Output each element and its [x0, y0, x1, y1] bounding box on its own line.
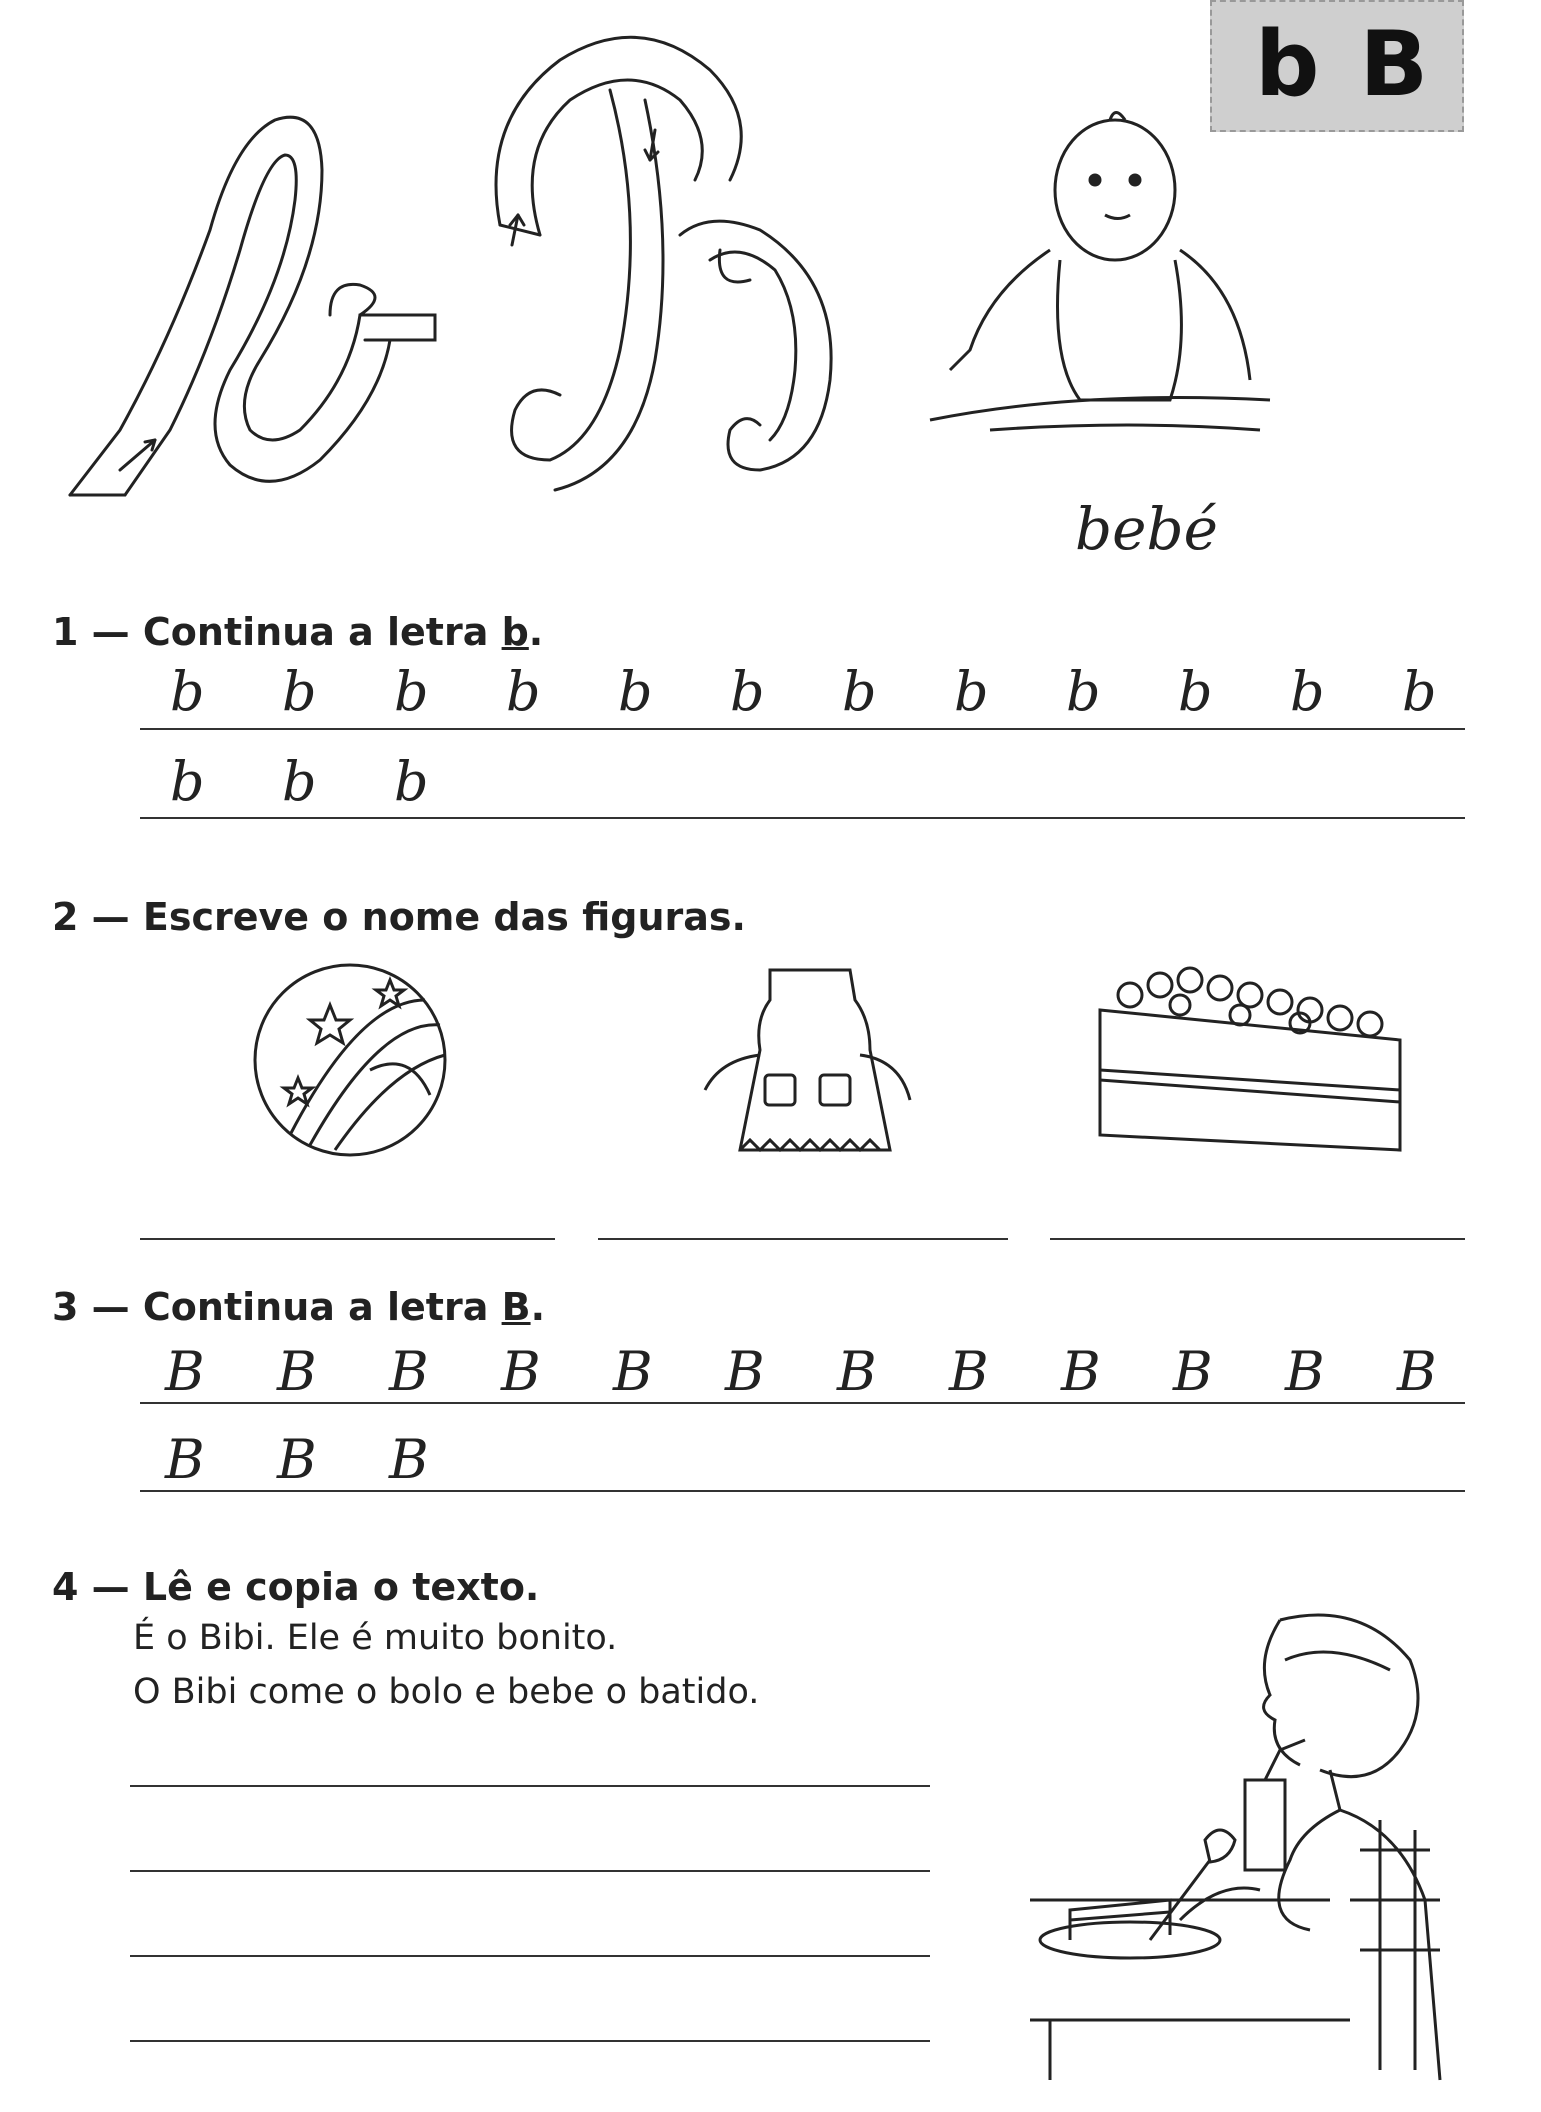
trace-letter-uppercase: B	[1397, 1340, 1437, 1403]
corner-upper-letter: B	[1359, 12, 1469, 117]
trace-letter-lowercase: b	[1178, 660, 1213, 723]
trace-letter-uppercase: B	[389, 1428, 429, 1491]
trace-row-uppercase-1	[165, 1340, 1509, 1403]
writing-line[interactable]	[140, 728, 1465, 730]
corner-lower-letter: b	[1255, 12, 1360, 117]
answer-line-cake[interactable]	[1050, 1238, 1465, 1240]
exercise-3-letter: B	[501, 1285, 531, 1329]
trace-row-lowercase-2	[170, 750, 506, 813]
trace-letter-lowercase: b	[730, 660, 765, 723]
trace-row-uppercase-2	[165, 1428, 501, 1491]
copy-line[interactable]	[130, 1785, 930, 1787]
reading-line-2: O Bibi come o bolo e bebe o batido.	[133, 1672, 760, 1712]
boy-eating-icon	[1030, 1600, 1450, 2080]
copy-line[interactable]	[130, 1870, 930, 1872]
trace-letter-lowercase: b	[394, 660, 429, 723]
exercise-4-dash: —	[78, 1565, 143, 1609]
exercise-3-heading	[52, 1285, 545, 1329]
illustration-word: bebé	[1075, 495, 1218, 563]
cake-icon	[1090, 960, 1410, 1160]
writing-line[interactable]	[140, 1402, 1465, 1404]
writing-line[interactable]	[140, 1490, 1465, 1492]
exercise-3-text: Continua a letra	[142, 1285, 502, 1329]
trace-letter-lowercase: b	[282, 660, 317, 723]
trace-letter-lowercase: b	[170, 750, 205, 813]
writing-line[interactable]	[140, 817, 1465, 819]
exercise-1-period: .	[528, 610, 544, 654]
corner-letters	[1255, 12, 1468, 117]
exercise-1-text: Continua a letra	[142, 610, 502, 654]
cursive-b-tracing-icon	[60, 100, 480, 530]
trace-letter-lowercase: b	[1066, 660, 1101, 723]
trace-letter-uppercase: B	[1061, 1340, 1101, 1403]
trace-letter-uppercase: B	[501, 1340, 541, 1403]
exercise-4-number: 4	[52, 1565, 79, 1609]
cursive-B-tracing-icon	[470, 20, 890, 480]
exercise-1-letter: b	[501, 610, 529, 654]
trace-letter-uppercase: B	[165, 1340, 205, 1403]
trace-letter-uppercase: B	[1173, 1340, 1213, 1403]
trace-letter-lowercase: b	[170, 660, 205, 723]
baby-icon	[930, 100, 1270, 450]
trace-letter-uppercase: B	[1285, 1340, 1325, 1403]
trace-letter-uppercase: B	[613, 1340, 653, 1403]
exercise-1-number: 1	[52, 610, 79, 654]
exercise-4-heading	[52, 1565, 539, 1609]
apron-icon	[700, 960, 920, 1160]
trace-letter-lowercase: b	[282, 750, 317, 813]
trace-letter-lowercase: b	[1402, 660, 1437, 723]
reading-line-1: É o Bibi. Ele é muito bonito.	[133, 1618, 618, 1658]
ball-icon	[250, 960, 450, 1160]
trace-letter-uppercase: B	[277, 1340, 317, 1403]
exercise-2-heading	[52, 895, 746, 939]
exercise-1-dash: —	[78, 610, 143, 654]
exercise-3-dash: —	[78, 1285, 143, 1329]
exercise-3-period: .	[530, 1285, 545, 1329]
exercise-3-number: 3	[52, 1285, 79, 1329]
exercise-2-dash: —	[78, 895, 143, 939]
trace-letter-uppercase: B	[725, 1340, 765, 1403]
answer-line-apron[interactable]	[598, 1238, 1008, 1240]
trace-letter-uppercase: B	[165, 1428, 205, 1491]
trace-letter-lowercase: b	[506, 660, 541, 723]
trace-letter-lowercase: b	[954, 660, 989, 723]
trace-row-lowercase-1	[170, 660, 1514, 723]
trace-letter-uppercase: B	[837, 1340, 877, 1403]
copy-line[interactable]	[130, 2040, 930, 2042]
trace-letter-uppercase: B	[949, 1340, 989, 1403]
exercise-2-text: Escreve o nome das figuras.	[142, 895, 746, 939]
exercise-2-number: 2	[52, 895, 79, 939]
trace-letter-lowercase: b	[394, 750, 429, 813]
copy-line[interactable]	[130, 1955, 930, 1957]
trace-letter-lowercase: b	[618, 660, 653, 723]
trace-letter-lowercase: b	[842, 660, 877, 723]
exercise-4-text: Lê e copia o texto.	[142, 1565, 540, 1609]
trace-letter-uppercase: B	[277, 1428, 317, 1491]
exercise-1-heading	[52, 610, 543, 654]
answer-line-ball[interactable]	[140, 1238, 555, 1240]
trace-letter-lowercase: b	[1290, 660, 1325, 723]
trace-letter-uppercase: B	[389, 1340, 429, 1403]
